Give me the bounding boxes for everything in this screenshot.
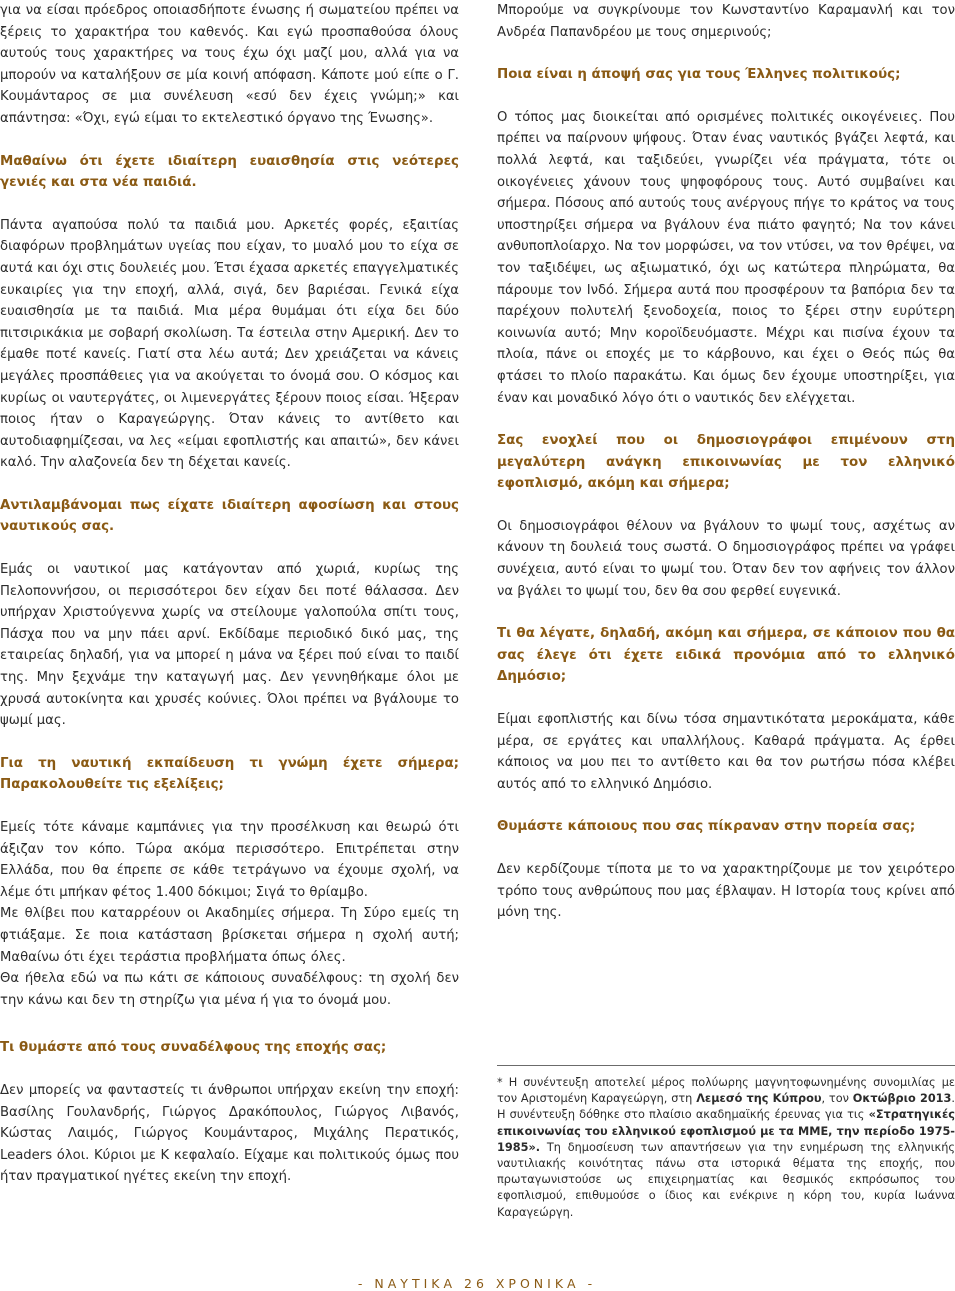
footnote [497,1075,955,1221]
footnote-date: Οκτώβριο 2013 [852,1092,952,1106]
footnote-divider [497,1065,955,1066]
question-heading: Για τη ναυτική εκπαίδευση τι γνώμη έχετε σήμερα; Παρακολουθείτε τις εξελίξεις; [0,755,459,793]
left-column [0,0,459,1188]
question-heading: Μαθαίνω ότι έχετε ιδιαίτερη ευαισθησία στις νεότερες γενιές και στα νέα παιδιά. [0,153,459,191]
paragraph: για να είσαι πρόεδρος οποιασδήποτε ένωσης ή σωματείου πρέπει να ξέρεις το χαρακτήρα του καθενός. Και εγώ προσπαθούσα όλους αυτούς τους χαρακτήρες να τους έχω όχι μαζί μου, αλλά για να μπορούν να καταλήξουν σε μία κοινή απόφαση. Κάποτε μού είπε ο Γ. Κουμάνταρος σε μια συνέλευση «εσύ δεν έχεις γνώμη;» και απάντησα: «Όχι, εγώ είμαι το εκτελεστικό όργανο της Ένωσης». [0,3,459,126]
footnote-text: , τον [821,1092,853,1106]
paragraph: Εμάς οι ναυτικοί μας κατάγονταν από χωριά, κυρίως της Πελοποννήσου, οι περισσότεροι δεν είχαν δει ποτέ θάλασσα. Δεν υπήρχαν Χριστούγεννα χωρίς να στείλουμε γαλοπούλα σπίτι τους, Πάσχα που να μην πάει αρνί. Εκδίδαμε περιοδικό δικό μας, της εταιρείας δηλαδή, για να μπορεί η μάνα να ξέρει πού είναι το παιδί της. Μην ξεχνάμε την καταγωγή μας. Δεν γεννηθήκαμε όλοι με χρυσά αυτοκίνητα και χρυσές κούνιες. Όλοι πρέπει να βγάλουμε το ψωμί μας. [0,562,459,729]
paragraph: Ο τόπος μας διοικείται από ορισμένες πολιτικές οικογένειες. Που πρέπει να παίρνουν ψήφους. Όταν ένας ναυτικός βγάζει λεφτά, και πολλά λεφτά, και ταξιδεύει, γνωρίζει νέα πράγματα, τότε οι οικογένειες χάνουν τους ψηφοφόρους τους. Αυτό συμβαίνει και σήμερα. Πόσους από αυτούς τους ανέργους πήγε το κράτος να τους υποστηρίξει σήμερα να βγάλουν ένα πιάτο φαγητό; Να τον κάνει ανθυποπλοίαρχο. Να τον μορφώσει, να τον ντύσει, να τον θρέψει, να τον ταξιδέψει, ως αξιωματικό, όχι ως κατώτερα πληρώματα, θα πάρουμε τον Ινδό. Σήμερα αυτά που προσφέρουν τα βαπόρια δεν τα παρέχουν πολυτελή ξενοδοχεία, ποιος το ξέρει στην ευρύτερη κοινωνία αυτό; Μην κοροϊδευόμαστε. Μέχρι και πισίνα έχουν τα πλοία, πάνε οι εποχές με το κάρβουνο, και έχει ο Θεός πώς θα φτάσει το πλοίο παρακάτω. Και όμως δεν έχουμε υποστηρίξει, για έναν και μοναδικό λόγο ότι ο ναυτικός δεν ελέγχεται. [497,109,955,406]
footnote-location: Λεμεσό της Κύπρου [696,1092,822,1106]
paragraph: Δεν μπορείς να φανταστείς τι άνθρωποι υπήρχαν εκείνη την εποχή: Βασίλης Γουλανδρής, Γιώργος Δρακόπουλος, Γιώργος Λιβανός, Κώστας Λαιμός, Γιώργος Κουμάνταρος, Μιχάλης Περατικός, Leaders όλοι. Κύριοι με Κ κεφαλαίο. Είχαμε και πολιτικούς όμως που ήταν πραγματικοί ηγέτες εκείνη την εποχή. [0,1082,459,1185]
footnote-text: * Η συνέντευξη αποτελεί μέρος πολύωρης μαγνητοφωνημένης συνομιλίας με τον Αριστομένη Καραγεώργη, στη [497,1076,955,1106]
question-heading: Ποια είναι η άποψή σας για τους Έλληνες πολιτικούς; [497,67,901,83]
footnote-text: Τη δημοσίευση των απαντήσεων για την ενημέρωση της ελληνικής ναυτιλιακής κοινότητας πάνω στα ιστορικά θέματα της εποχής, που πρωταγωνιστούσε ως επιχειρηματίας και θεσμικός εκπρόσωπος του εφοπλισμού, επιθυμούσε ο ίδιος και ενέκρινε η κόρη του, κυρία Ιωάννα Καραγεώργη. [497,1140,955,1219]
question-heading: Αντιλαμβάνομαι πως είχατε ιδιαίτερη αφοσίωση και στους ναυτικούς σας. [0,497,459,535]
question-heading: Τι θυμάστε από τους συναδέλφους της εποχής σας; [0,1040,387,1056]
paragraph: Μπορούμε να συγκρίνουμε τον Κωνσταντίνο Καραμανλή και τον Ανδρέα Παπανδρέου με τους σημερινούς; [497,3,955,40]
right-column [497,0,955,924]
question-heading: Σας ενοχλεί που οι δημοσιογράφοι επιμένουν στη μεγαλύτερη ανάγκη επικοινωνίας με τον ελληνικό εφοπλισμό, ακόμη και σήμερα; [497,433,955,492]
paragraph: Οι δημοσιογράφοι θέλουν να βγάλουν το ψωμί τους, ασχέτως αν κάνουν τη δουλειά τους σωστά. Ο δημοσιογράφος πρέπει να γράφει συνέχεια, αυτό είναι το ψωμί του. Όταν δεν τον αφήνεις τον άλλον να βγάλει το ψωμί του, δεν θα σου φερθεί ευγενικά. [497,518,955,599]
paragraph: Θα ήθελα εδώ να πω κάτι σε κάποιους συναδέλφους: τη σχολή δεν την κάνω και δεν τη στηρίζω για μένα ή για το όνομά μου. [0,971,459,1008]
paragraph: Πάντα αγαπούσα πολύ τα παιδιά μου. Αρκετές φορές, εξαιτίας διαφόρων προβλημάτων υγείας που είχαν, το μυαλό μου το είχα σε αυτά και όχι στις δουλειές μου. Έτσι έχασα αρκετές επαγγελματικές ευκαιρίες για την εποχή, αλλά, σιγά, δεν βαριέσαι. Γενικά είχα ευαισθησία με τα παιδιά. Μια μέρα θυμάμαι ότι είχα δει δύο πιτσιρικάκια με σοβαρή σκολίωση. Τα έστειλα στην Αμερική. Δεν το έμαθε ποτέ κανείς. Γιατί στα λέω αυτά; Δεν χρειάζεται να κάνεις μεγάλες προσπάθειες για να ακούγεται το όνομά σου. Ο κόσμος και κυρίως οι ναυτεργάτες, οι λιμενεργάτες ξέρουν ποιος είσαι. Ήξεραν ποιος ήταν ο Καραγεώργης. Όταν κάνεις το αντίθετο και αυτοδιαφημίζεσαι, να λες «είμαι εφοπλιστής και απαιτώ», δεν κάνει καλό. Την αλαζονεία δεν τη δέχεται κανείς. [0,217,459,471]
paragraph: Δεν κερδίζουμε τίποτα με το να χαρακτηρίζουμε με τον χειρότερο τρόπο τους ανθρώπους που μας έβλαψαν. Η Ιστορία τους κρίνει από μόνη της. [497,862,955,921]
footnote-research-title: «Στρατηγικές επικοινωνίας του ελληνικού εφοπλισμού με τα ΜΜΕ, την περίοδο 1975-1985». [497,1108,955,1154]
question-heading: Τι θα λέγατε, δηλαδή, ακόμη και σήμερα, σε κάποιον που θα σας έλεγε ότι έχετε ειδικά προνόμια από το ελληνικό Δημόσιο; [497,626,955,685]
page-footer: - ΝΑΥΤΙΚΑ 26 ΧΡΟΝΙΚΑ - [357,1276,597,1291]
paragraph: Εμείς τότε κάναμε καμπάνιες για την προσέλκυση και θεωρώ ότι άξιζαν τον κόπο. Τώρα ακόμα περισσότερο. Επιτρέπεται στην Ελλάδα, που θα έπρεπε σε κάθε τετράγωνο να έχουμε σχολή, να λέμε ότι μπήκαν φέτος 1.400 δόκιμοι; Σιγά το θρίαμβο. [0,820,459,900]
paragraph: Με θλίβει που καταρρέουν οι Ακαδημίες σήμερα. Τη Σύρο εμείς τη φτιάξαμε. Σε ποια κατάσταση βρίσκεται σήμερα η σχολή αυτή; Μαθαίνω ότι έχει τεράστια προβλήματα όπως όλες. [0,906,459,965]
footnote-text: . Η συνέντευξη δόθηκε στο πλαίσιο ακαδημαϊκής έρευνας για τις [497,1092,955,1122]
question-heading: Θυμάστε κάποιους που σας πίκραναν στην πορεία σας; [497,819,916,835]
paragraph: Είμαι εφοπλιστής και δίνω τόσα σημαντικότατα μεροκάματα, κάθε μέρα, σε εργάτες και υπαλλήλους. Καθαρά πράγματα. Ας έρθει κάποιος να μου πει το αντίθετο και θα τον ρωτήσω πόσα κλέβει αυτός από το ελληνικό Δημόσιο. [497,712,955,792]
